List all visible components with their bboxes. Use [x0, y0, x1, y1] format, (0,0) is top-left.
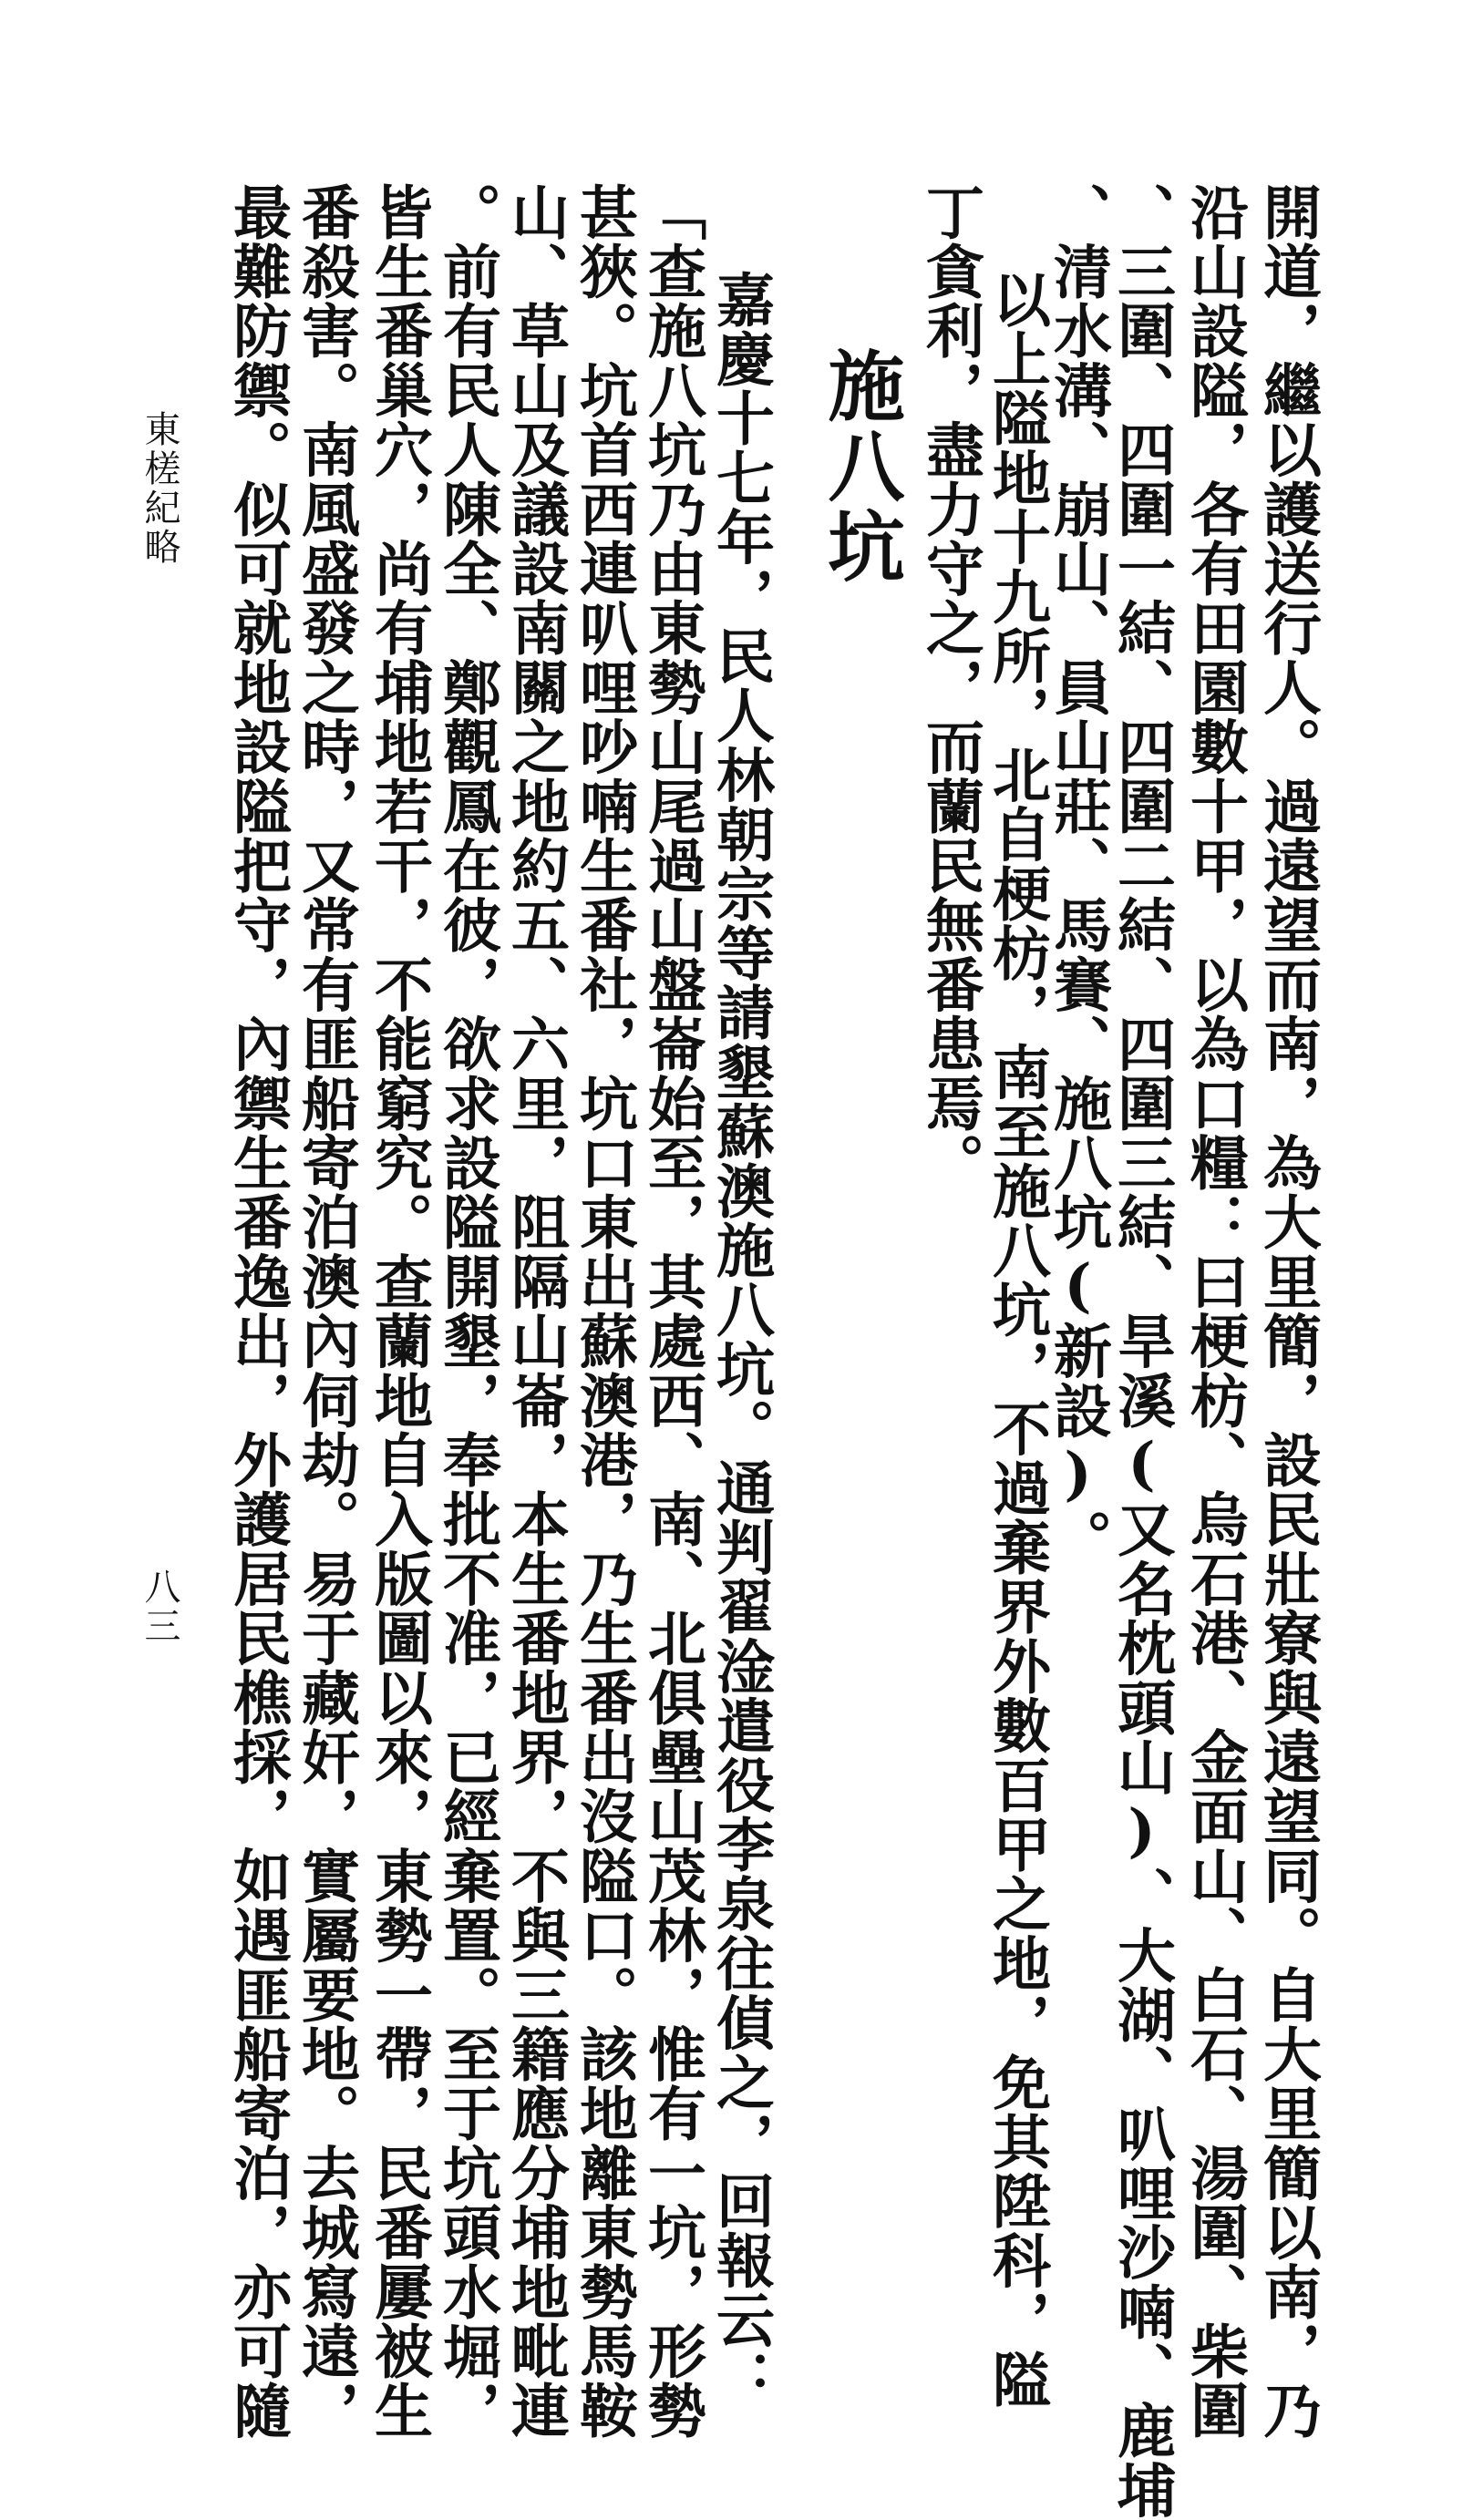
text-column-6: 丁貪利，盡力守之，而蘭民無番患焉。: [916, 182, 984, 1193]
text-column-5: 以上隘地十九所，北自梗枋，南至施八坑，不過棄界外數百甲之地，免其陞科，隘: [983, 270, 1051, 2410]
text-column-12: 皆生番巢穴，尚有埔地若干，不能窮究。查蘭地自入版圖以來，東勢一帶，民番屢被生: [365, 182, 433, 2441]
page-number: 八三: [139, 1568, 180, 1646]
text-column-11: 。前有民人陳全、鄭觀鳳在彼，欲求設隘開墾，奉批不准，已經棄置。至于坑頭水堀，: [433, 182, 501, 2441]
text-column-9: 甚狹。坑首西連叭哩吵喃生番社，坑口東出蘇澳港，乃生番出沒隘口。該地離東勢馬鞍: [570, 182, 638, 2441]
book-title: 東槎紀略: [139, 410, 180, 567]
text-column-14: 最難防禦。似可就地設隘把守，內禦生番逸出，外護居民樵採，如遇匪船寄泊，亦可隨: [223, 182, 292, 2441]
text-column-7: 嘉慶十七年，民人林朝宗等請墾蘇澳施八坑。通判翟淦遣役李泉往偵之，回報云：: [706, 270, 775, 2410]
text-column-10: 山、草山及議設南關之地約五、六里，阻隔山崙，本生番地界，不與三籍應分埔地毗連: [501, 182, 570, 2441]
text-column-2: 沿山設隘，各有田園數十甲，以為口糧：曰梗枋、烏石港、金面山、白石、湯圍、柴圍: [1180, 182, 1249, 2441]
text-column-8: 「查施八坑乃由東勢山尾過山盤崙始至，其處西、南、北俱壘山茂林，惟有一坑，形勢: [638, 182, 706, 2441]
text-column-13: 番殺害。南風盛發之時，又常有匪船寄泊澳內伺劫。易于藏奸，實屬要地。去城寫遠，: [292, 182, 360, 2441]
text-column-1: 開道，繼以護送行人。過遠望而南，為大里簡，設民壯寮與遠望同。自大里簡以南，乃: [1253, 182, 1322, 2441]
text-column-4: 、清水溝、崩山、員山莊、馬賽、施八坑(新設)。: [1044, 182, 1112, 1569]
section-heading: 施八坑: [816, 346, 906, 587]
text-column-3: 、三圍、四圍一結、四圍二結、四圍三結、旱溪(又名枕頭山)、大湖、叭哩沙喃、鹿埔: [1107, 182, 1176, 2520]
